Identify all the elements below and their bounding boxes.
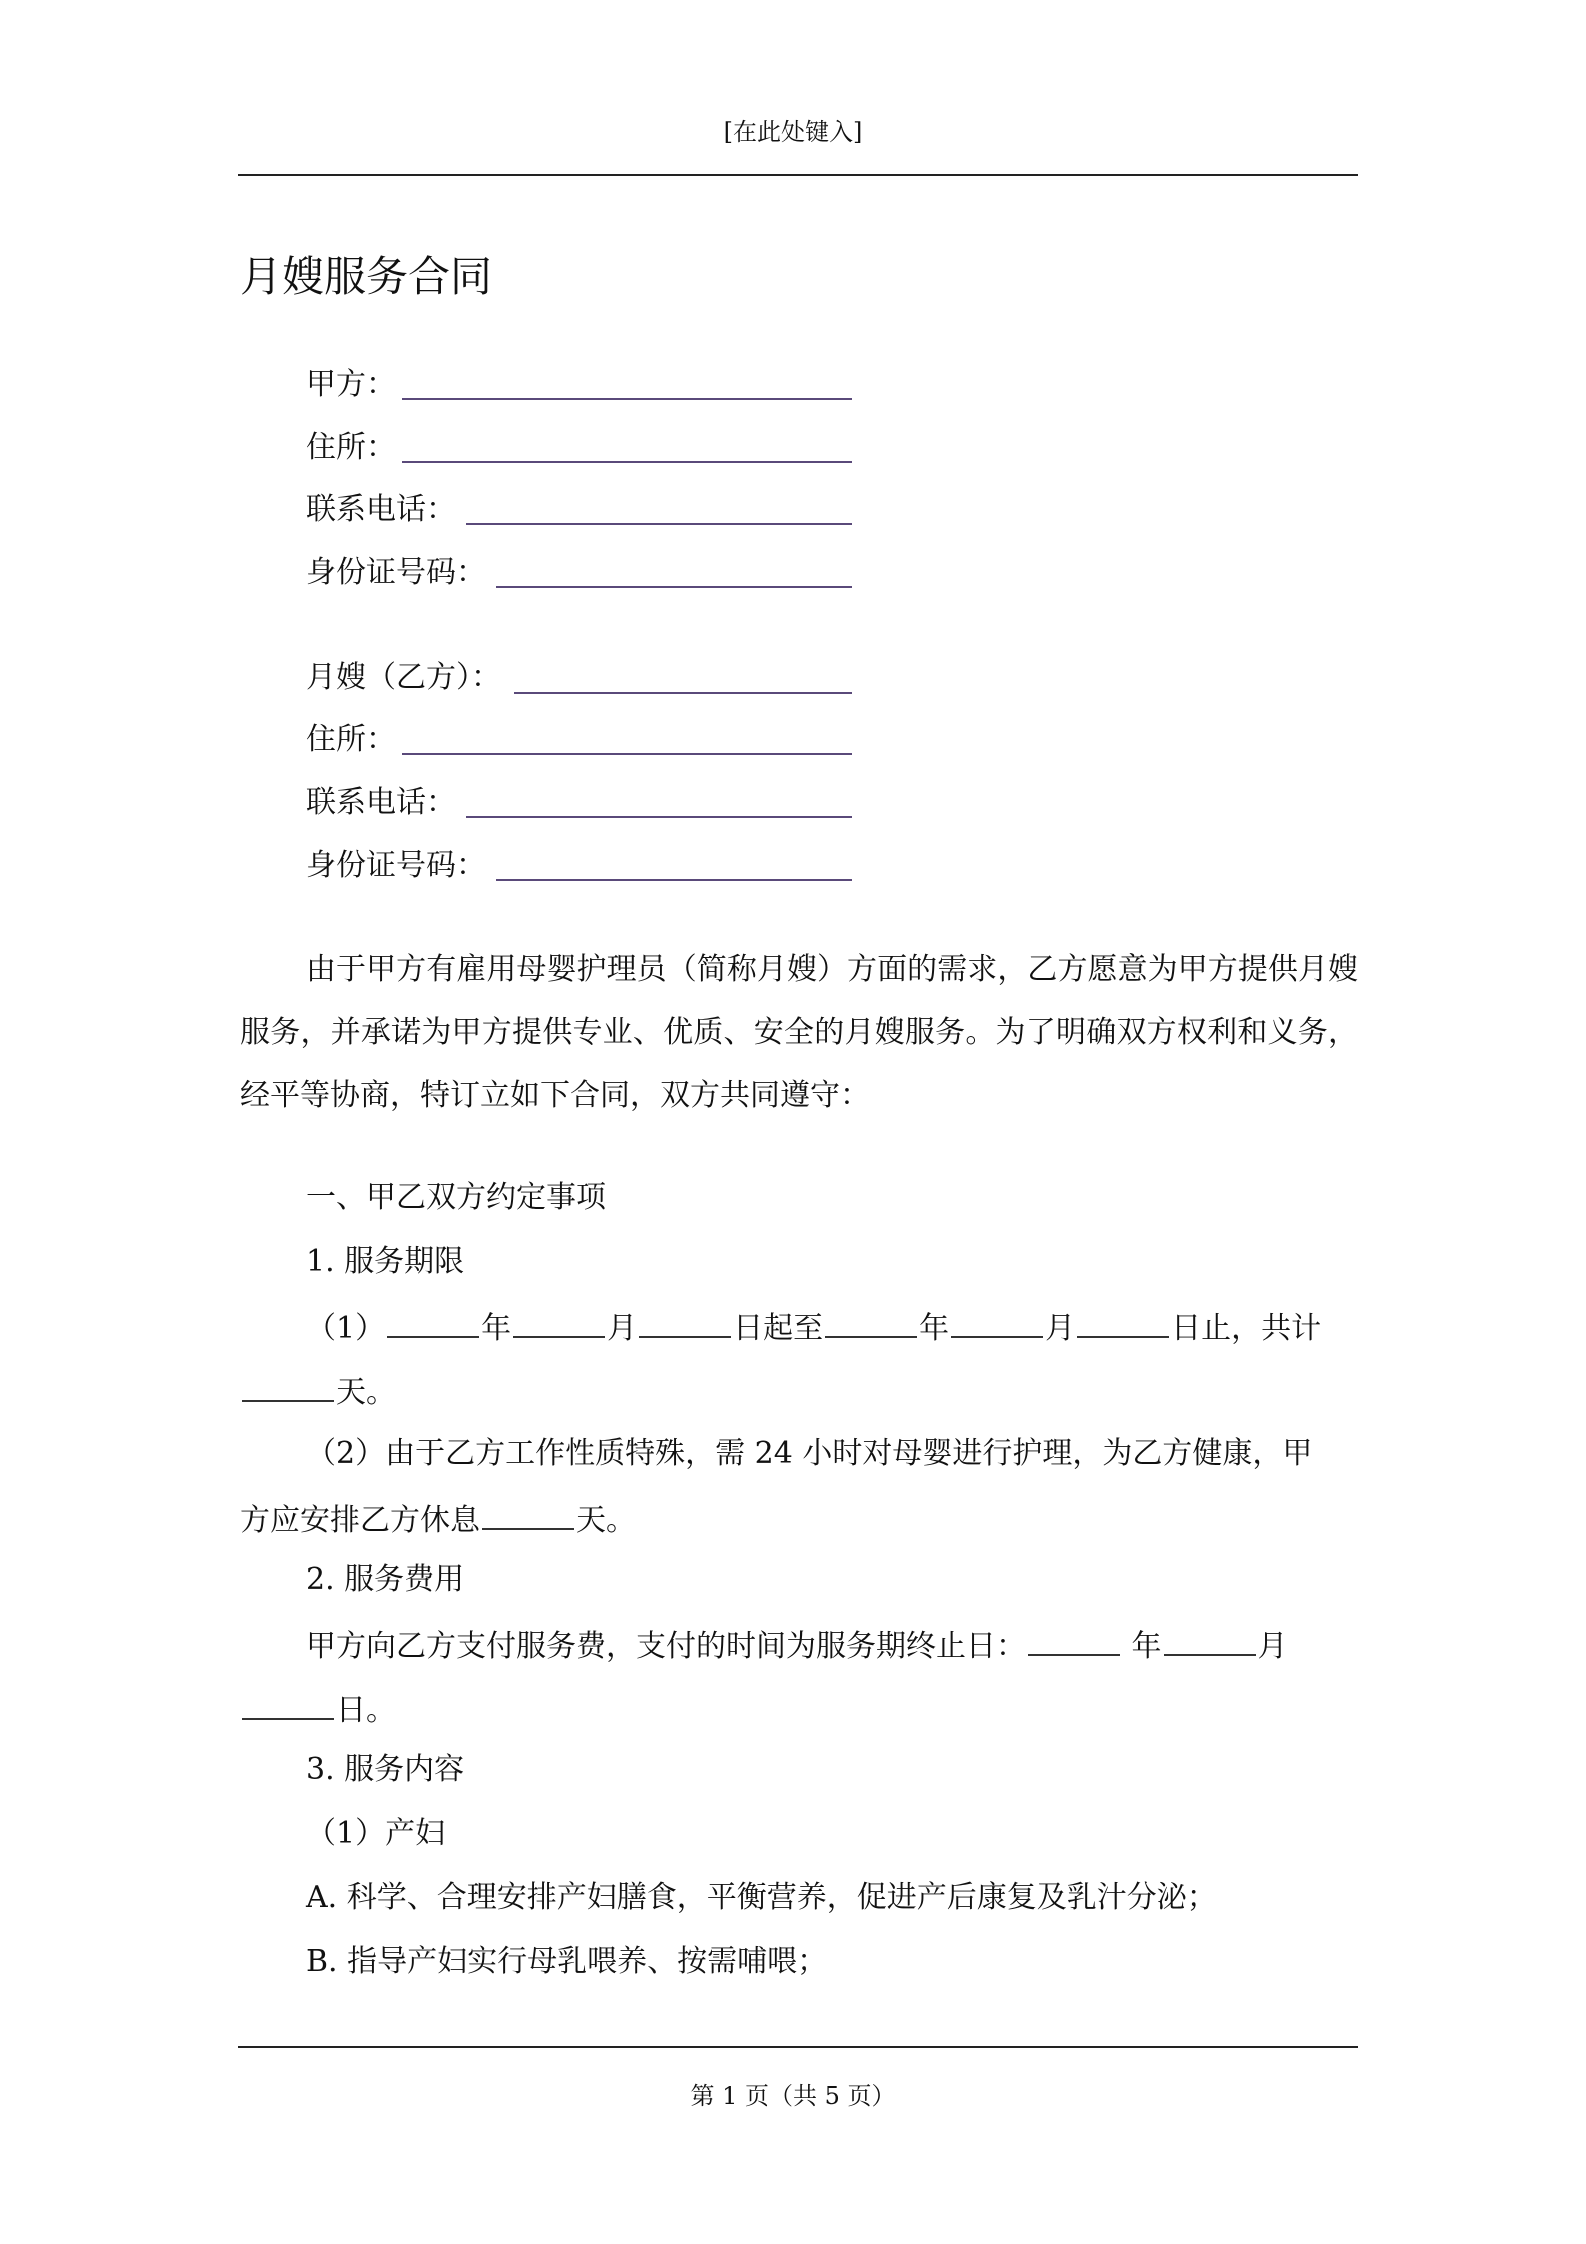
party-a-id-blank: [496, 586, 852, 588]
end-year-blank: [825, 1306, 917, 1338]
clause-1-2: （2）由于乙方工作性质特殊，需 24 小时对母婴进行护理，为乙方健康，甲: [306, 1436, 1313, 1471]
party-b-address-label: 住所：: [306, 722, 396, 757]
fee-month-label: 月: [1257, 1629, 1288, 1664]
intro-paragraph: 由于甲方有雇用母婴护理员（简称月嫂）方面的需求，乙方愿意为甲方提供月嫂服务，并承诺为甲方提供专业、优质、安全的月嫂服务。为了明确双方权利和义务，经平等协商，特订立如下合同，双方共同遵守：: [240, 952, 1358, 1113]
contract-title: 月嫂服务合同: [240, 252, 493, 301]
item-3-b: B. 指导产妇实行母乳喂养、按需哺喂；: [306, 1944, 828, 1979]
party-b-address-blank: [402, 753, 852, 755]
fee-day-label: 日。: [336, 1693, 396, 1728]
section-1-heading: 一、甲乙双方约定事项: [306, 1180, 606, 1215]
item-1-heading: 1. 服务期限: [306, 1244, 465, 1279]
clause-1-1-prefix: （1）: [306, 1311, 386, 1346]
party-a-id-label: 身份证号码：: [306, 555, 486, 590]
party-a-name-blank: [402, 398, 852, 400]
end-day-label: 日止，共计: [1171, 1311, 1322, 1346]
party-a-phone-blank: [466, 523, 852, 525]
clause-1-2-cont-text: 方应安排乙方休息: [240, 1503, 480, 1538]
start-day-label: 日起至: [733, 1311, 824, 1346]
party-b-name-label: 月嫂（乙方）：: [306, 660, 501, 695]
start-month-blank: [513, 1306, 605, 1338]
clause-1-2-cont: [240, 1498, 636, 1541]
item-2-text: [306, 1624, 1288, 1667]
fee-year-label: 年: [1131, 1629, 1162, 1664]
header-rule: [238, 174, 1358, 176]
item-3-a: A. 科学、合理安排产妇膳食，平衡营养，促进产后康复及乳汁分泌；: [306, 1880, 1217, 1915]
fee-month-blank: [1164, 1624, 1256, 1656]
page-header: [在此处键入]: [723, 118, 863, 146]
party-a-address-blank: [402, 461, 852, 463]
fee-day-blank: [242, 1688, 334, 1720]
end-month-blank: [951, 1306, 1043, 1338]
start-year-label: 年: [481, 1311, 512, 1346]
rest-days-blank: [482, 1498, 574, 1530]
clause-1-1: [306, 1306, 1321, 1349]
end-day-blank: [1077, 1306, 1169, 1338]
start-month-label: 月: [607, 1311, 638, 1346]
party-a-name-label: 甲方：: [306, 367, 396, 402]
item-3-sub1: （1）产妇: [306, 1816, 446, 1851]
item-2-heading: 2. 服务费用: [306, 1562, 465, 1597]
party-a-phone-label: 联系电话：: [306, 492, 456, 527]
start-year-blank: [387, 1306, 479, 1338]
rest-days-label: 天。: [576, 1503, 636, 1538]
item-2-text-cont: [240, 1688, 396, 1731]
party-b-phone-label: 联系电话：: [306, 785, 456, 820]
fee-text: 甲方向乙方支付服务费，支付的时间为服务期终止日：: [306, 1629, 1026, 1664]
party-b-phone-blank: [466, 816, 852, 818]
party-b-id-blank: [496, 879, 852, 881]
clause-1-1-cont: [240, 1370, 396, 1413]
party-a-address-label: 住所：: [306, 430, 396, 465]
item-3-heading: 3. 服务内容: [306, 1752, 465, 1787]
fee-year-blank: [1028, 1624, 1120, 1656]
party-b-name-blank: [514, 692, 852, 694]
footer-rule: [238, 2046, 1358, 2048]
end-month-label: 月: [1045, 1311, 1076, 1346]
page-number: 第 1 页（共 5 页）: [690, 2082, 896, 2110]
party-b-id-label: 身份证号码：: [306, 848, 486, 883]
total-days-label: 天。: [336, 1375, 396, 1410]
total-days-blank: [242, 1370, 334, 1402]
start-day-blank: [639, 1306, 731, 1338]
end-year-label: 年: [919, 1311, 950, 1346]
